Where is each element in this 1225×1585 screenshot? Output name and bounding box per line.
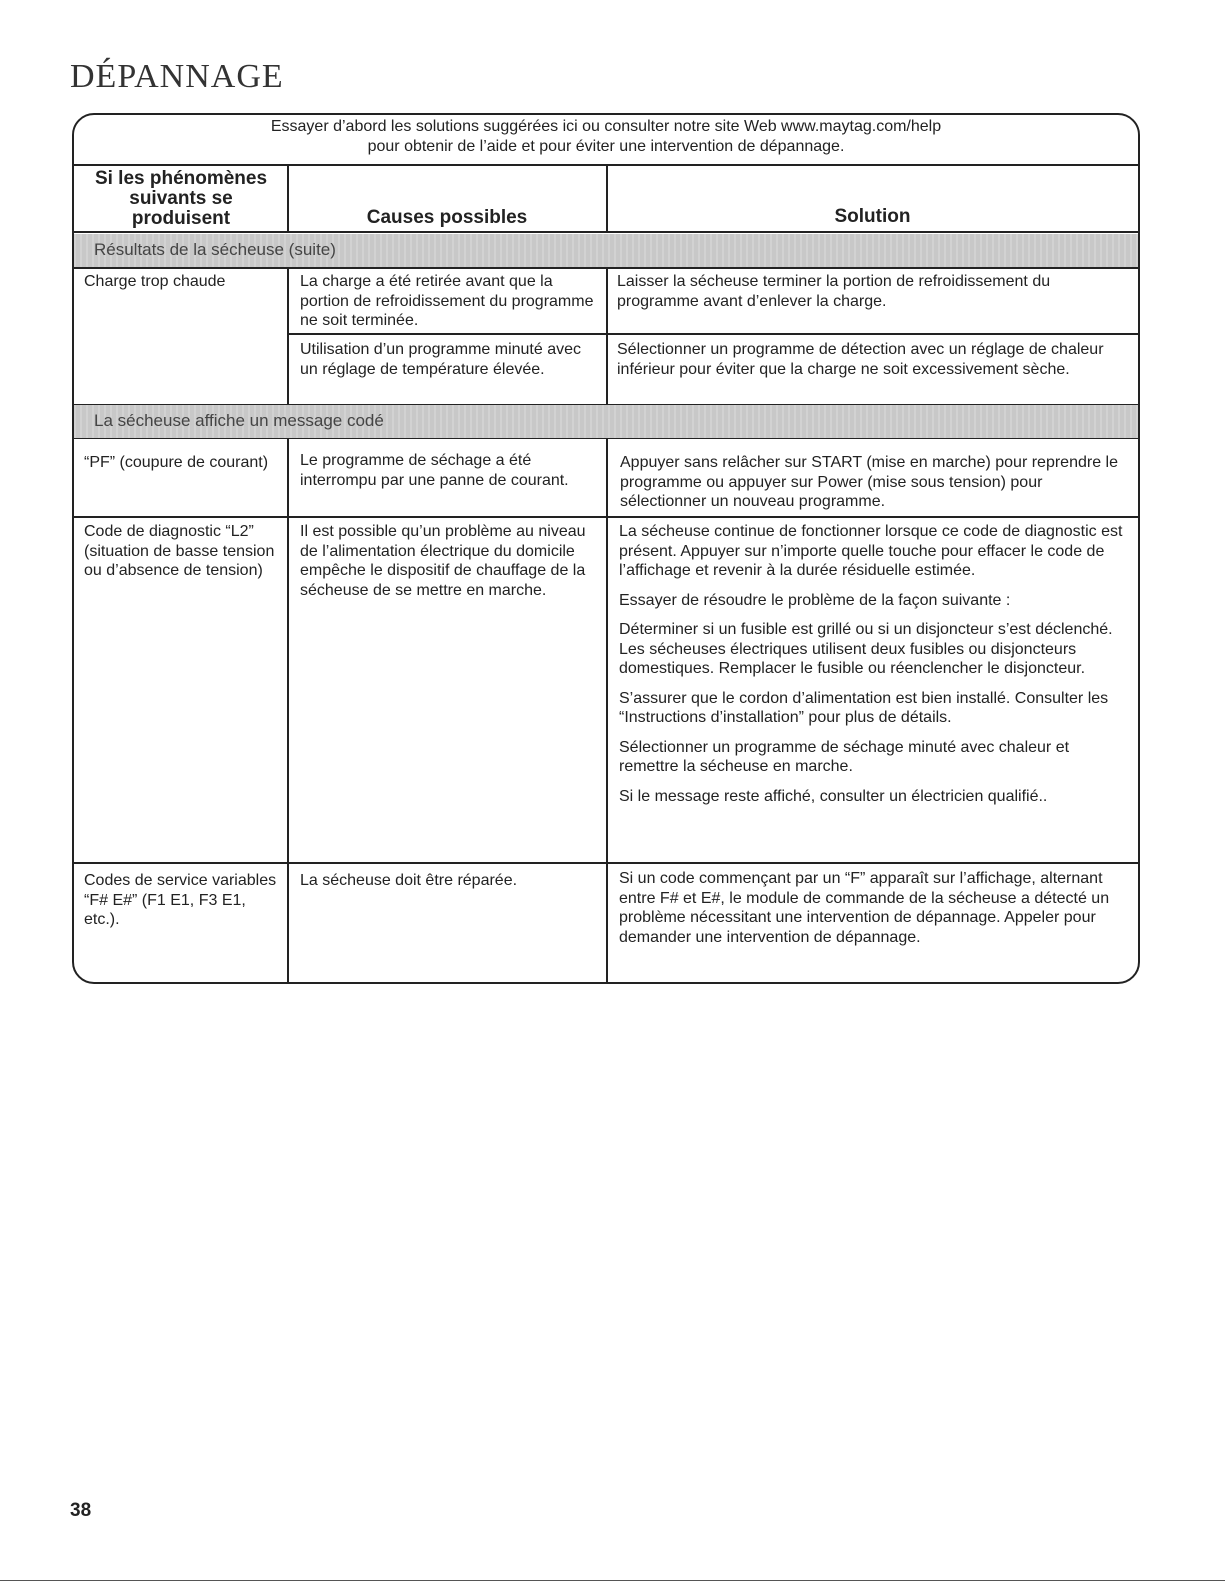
header-symptom-line-1: Si les phénomènes bbox=[94, 168, 268, 189]
intro-line-1: Essayer d’abord les solutions suggérées ici ou consulter notre site Web www.maytag.com/help bbox=[270, 118, 942, 135]
row-symptom: Charge trop chaude bbox=[84, 273, 226, 290]
row-cause: Utilisation d’un programme minuté avec un réglage de température élevée. bbox=[300, 341, 582, 378]
row-solution bbox=[617, 272, 1132, 311]
solution-paragraph: La sécheuse continue de fonctionner lorsque ce code de diagnostic est présent. Appuyer sur n’importe quelle touche pour effacer le code de l’affichage et revenir à la durée résiduelle estimée. bbox=[619, 523, 1123, 579]
section-band bbox=[74, 234, 1138, 267]
header-causes: Causes possibles bbox=[366, 207, 528, 228]
solution-paragraph: Essayer de résoudre le problème de la façon suivante : bbox=[619, 591, 1011, 609]
row-solution bbox=[620, 453, 1132, 512]
row-rule bbox=[288, 333, 1138, 335]
row-cause: La sécheuse doit être réparée. bbox=[300, 872, 518, 889]
column-rule bbox=[606, 437, 608, 983]
solution-paragraph: Sélectionner un programme de détection avec un réglage de chaleur inférieur pour éviter que la charge ne soit excessivement sèche. bbox=[617, 341, 1104, 378]
row-cause: Le programme de séchage a été interrompu par une panne de courant. bbox=[300, 452, 569, 489]
solution-paragraph: Si un code commençant par un “F” apparaît sur l’affichage, alternant entre F# et E#, le module de commande de la sécheuse a détecté un problème nécessitant une intervention de dépannage. Appeler pour demander une intervention de dépannage. bbox=[619, 870, 1110, 946]
column-rule bbox=[287, 437, 289, 983]
solution-paragraph: Laisser la sécheuse terminer la portion de refroidissement du programme avant d’enlever la charge. bbox=[617, 273, 1051, 310]
section-label: La sécheuse affiche un message codé bbox=[94, 411, 384, 430]
row-cause: La charge a été retirée avant que la portion de refroidissement du programme ne soit terminée. bbox=[300, 273, 594, 329]
column-rule bbox=[287, 267, 289, 405]
page-bottom-rule bbox=[0, 1580, 1225, 1581]
header-symptom bbox=[74, 169, 288, 229]
row-solution bbox=[617, 340, 1132, 379]
solution-paragraph: Appuyer sans relâcher sur START (mise en marche) pour reprendre le programme ou appuyer sur Power (mise sous tension) pour sélectionner un nouveau programme. bbox=[620, 454, 1118, 510]
solution-paragraph: Déterminer si un fusible est grillé ou si un disjoncteur s’est déclenché. Les sécheuses électriques utilisent deux fusibles ou disjoncteurs domestiques. Remplacer le fusible ou réenclencher le disjoncteur. bbox=[619, 621, 1113, 677]
solution-paragraph: Si le message reste affiché, consulter un électricien qualifié.. bbox=[619, 787, 1048, 805]
solution-paragraph: S’assurer que le cordon d’alimentation est bien installé. Consulter les “Instructions d’installation” pour plus de détails. bbox=[619, 689, 1109, 726]
row-symptom: Code de diagnostic “L2” (situation de basse tension ou d’absence de tension) bbox=[84, 523, 275, 579]
header-solution: Solution bbox=[834, 206, 911, 227]
row-solution bbox=[619, 869, 1132, 947]
section-label: Résultats de la sécheuse (suite) bbox=[94, 240, 336, 259]
row-cause: Il est possible qu’un problème au niveau de l’alimentation électrique du domicile empêche le dispositif de chauffage de la sécheuse de se mettre en marche. bbox=[300, 523, 586, 599]
header-symptom-line-2: suivants se bbox=[129, 188, 233, 209]
row-symptom: Codes de service variables “F# E#” (F1 E1, F3 E1, etc.). bbox=[84, 872, 277, 928]
page-title: DÉPANNAGE bbox=[70, 58, 284, 95]
solution-paragraph: Sélectionner un programme de séchage minuté avec chaleur et remettre la sécheuse en marche. bbox=[619, 738, 1070, 775]
header-symptom-line-3: produisent bbox=[131, 208, 231, 229]
section-band bbox=[74, 405, 1138, 438]
row-symptom: “PF” (coupure de courant) bbox=[84, 454, 269, 471]
row-solution bbox=[619, 522, 1132, 806]
intro-text bbox=[74, 117, 1138, 157]
intro-line-2: pour obtenir de l’aide et pour éviter une intervention de dépannage. bbox=[367, 138, 845, 155]
page-number: 38 bbox=[70, 1500, 92, 1521]
column-rule bbox=[606, 267, 608, 405]
